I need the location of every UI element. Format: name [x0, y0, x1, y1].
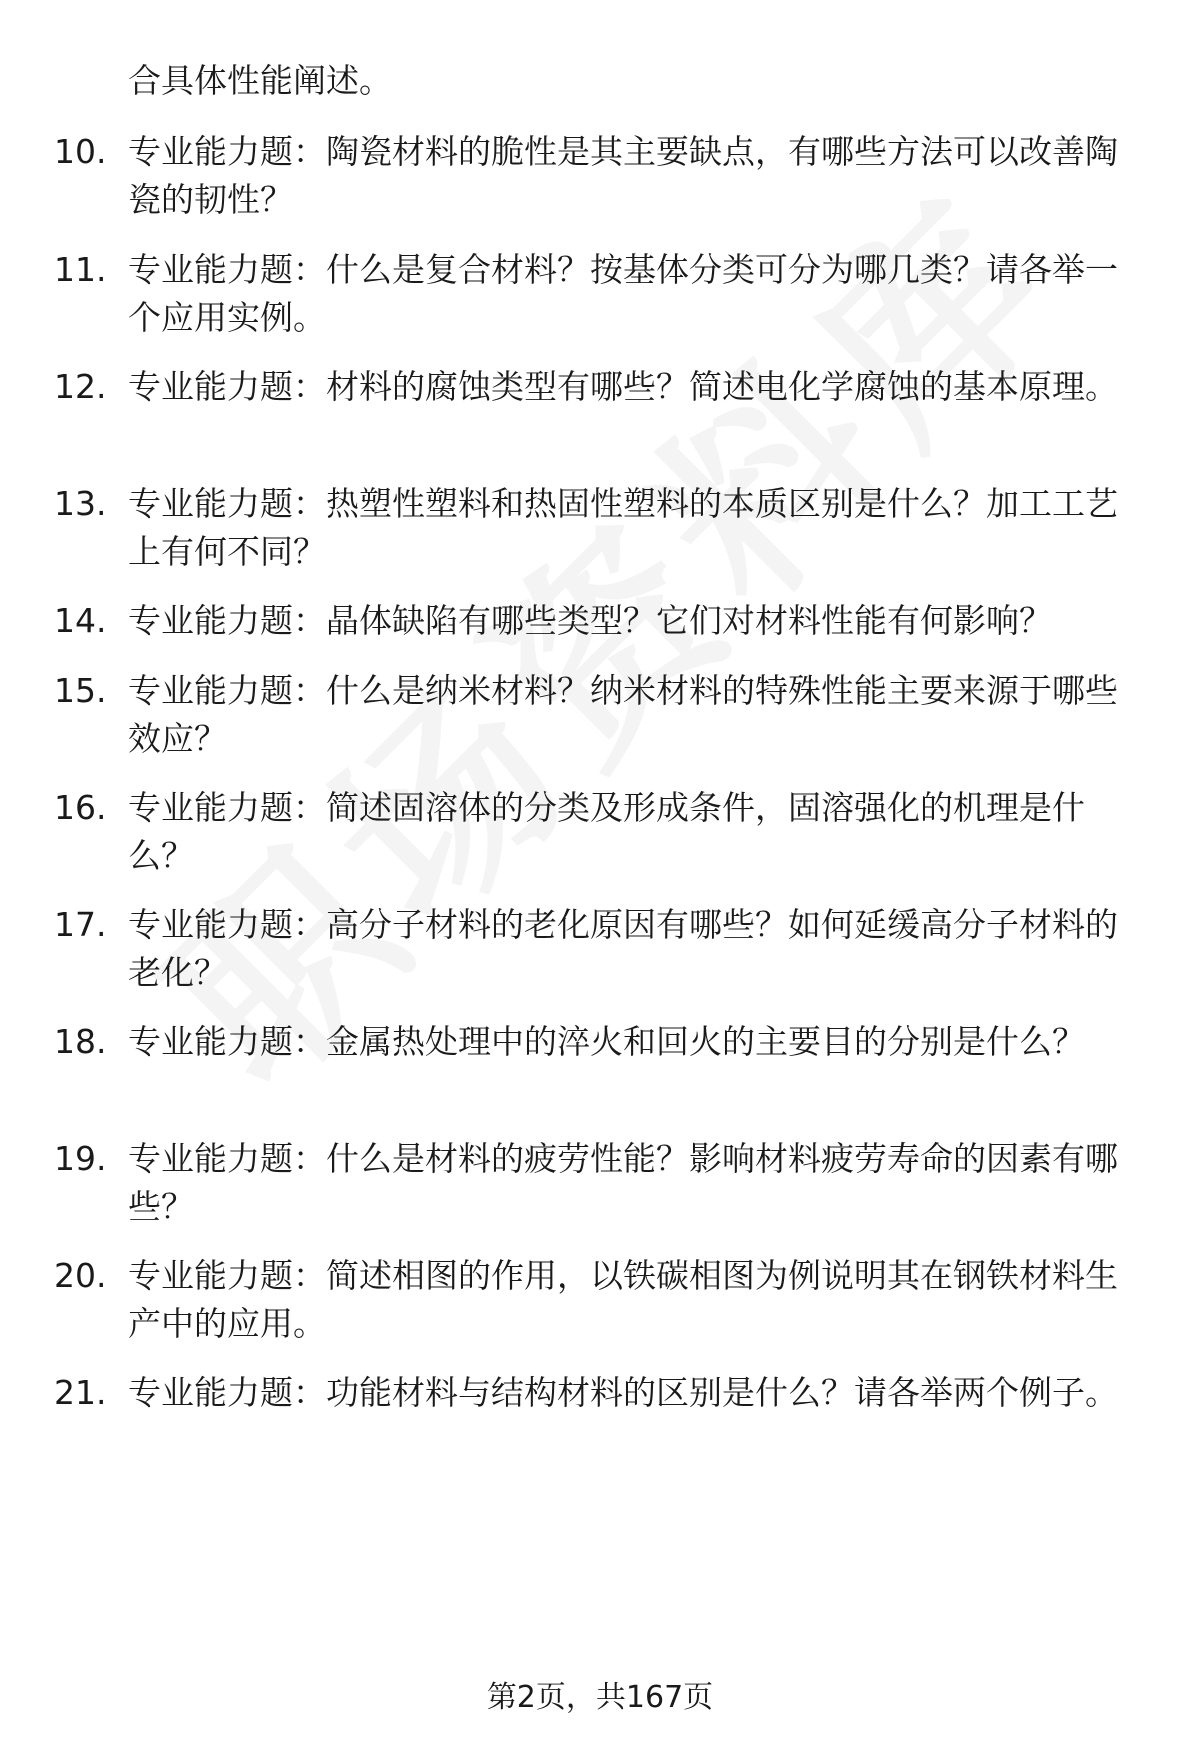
question-text: 专业能力题：什么是复合材料？按基体分类可分为哪几类？请各举一个应用实例。 — [128, 250, 1118, 337]
question-number: 16. — [54, 788, 107, 827]
question-text: 专业能力题：陶瓷材料的脆性是其主要缺点，有哪些方法可以改善陶瓷的韧性？ — [128, 132, 1118, 219]
question-number: 12. — [54, 367, 107, 406]
question-text: 专业能力题：高分子材料的老化原因有哪些？如何延缓高分子材料的老化？ — [128, 905, 1118, 992]
question-text: 专业能力题：什么是材料的疲劳性能？影响材料疲劳寿命的因素有哪些？ — [128, 1139, 1118, 1226]
question-number: 18. — [54, 1022, 107, 1061]
question-text: 专业能力题：什么是纳米材料？纳米材料的特殊性能主要来源于哪些效应？ — [128, 671, 1118, 758]
question-number: 10. — [54, 132, 107, 171]
continuation-text: 合具体性能阐述。 — [128, 61, 392, 100]
question-text: 专业能力题：简述固溶体的分类及形成条件，固溶强化的机理是什么？ — [128, 788, 1085, 875]
question-number: 14. — [54, 601, 107, 640]
question-number: 21. — [54, 1373, 107, 1412]
question-number: 15. — [54, 671, 107, 710]
question-text: 专业能力题：材料的腐蚀类型有哪些？简述电化学腐蚀的基本原理。 — [128, 367, 1118, 406]
question-number: 20. — [54, 1256, 107, 1295]
question-text: 专业能力题：功能材料与结构材料的区别是什么？请各举两个例子。 — [128, 1373, 1118, 1412]
question-text: 专业能力题：简述相图的作用，以铁碳相图为例说明其在钢铁材料生产中的应用。 — [128, 1256, 1118, 1343]
question-number: 17. — [54, 905, 107, 944]
question-number: 19. — [54, 1139, 107, 1178]
question-number: 13. — [54, 484, 107, 523]
question-text: 专业能力题：晶体缺陷有哪些类型？它们对材料性能有何影响？ — [128, 601, 1052, 640]
page-number-footer: 第2页，共167页 — [486, 1680, 714, 1715]
question-number: 11. — [54, 250, 107, 289]
question-text: 专业能力题：热塑性塑料和热固性塑料的本质区别是什么？加工工艺上有何不同？ — [128, 484, 1118, 571]
question-text: 专业能力题：金属热处理中的淬火和回火的主要目的分别是什么？ — [128, 1022, 1085, 1061]
